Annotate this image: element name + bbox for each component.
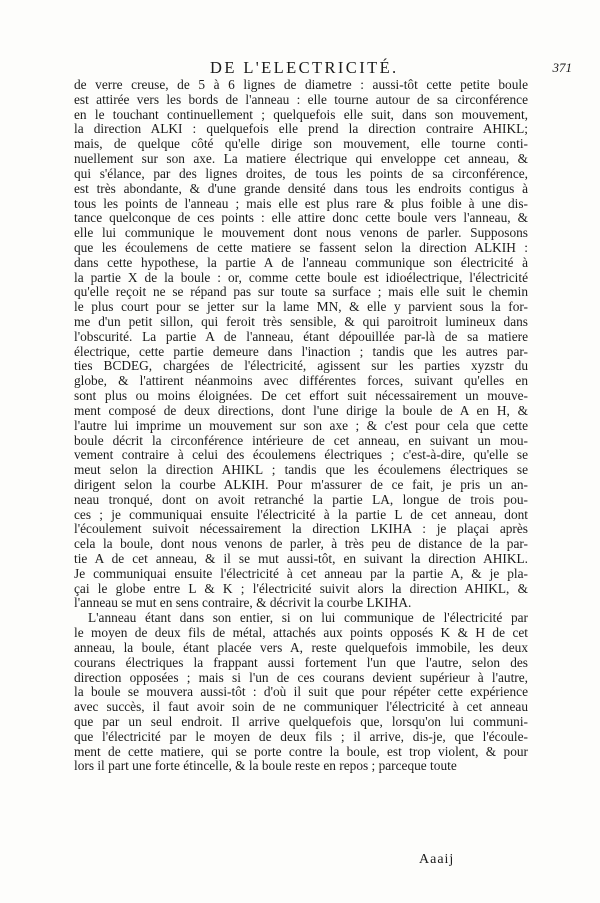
text-line: en le touchant continuellement ; quelquefois elle suit, dans son mouvement, xyxy=(74,107,528,122)
text-line: que les écoulemens de cette matiere se fassent selon la direction ALKIH : xyxy=(74,240,528,255)
text-line: Je communiquai ensuite l'électricité à cet anneau par la partie A, & je pla- xyxy=(74,566,528,581)
running-title: DE L'ELECTRICITÉ. xyxy=(210,58,399,77)
text-line: l'autre lui imprime un mouvement sur son axe ; & c'est pour cela que cette xyxy=(74,418,528,433)
text-line: ces ; je communiquai ensuite l'électricité à la partie L de cet anneau, dont xyxy=(74,507,528,522)
text-line: ment de cette matiere, qui se porte contre la boule, est trop violent, & pour xyxy=(74,744,528,759)
text-line: L'anneau étant dans son entier, si on lui communique de l'électricité par xyxy=(88,611,528,626)
text-line: le moyen de deux fils de métal, attachés aux points opposés K & H de cet xyxy=(74,626,528,641)
text-line: de verre creuse, de 5 à 6 lignes de diametre : aussi-tôt cette petite boule xyxy=(74,78,528,92)
text-line: vement contraire à celui des écoulemens électriques ; c'est-à-dire, qu'elle se xyxy=(74,448,528,463)
text-line: me d'un petit sillon, qui feroit très sensible, & qui paroitroit lumineux dans xyxy=(74,315,528,329)
text-line: que par un seul endroit. Il arrive quelquefois que, lorsqu'on lui communi- xyxy=(74,714,528,729)
text-line: l'écoulement suivoit nécessairement la direction LKIHA : je plaçai après xyxy=(74,522,528,537)
running-head xyxy=(60,58,580,80)
text-line: globe, & l'attirent néanmoins avec différentes forces, suivant qu'elles en xyxy=(74,374,528,389)
text-line: courans électriques la frappant aussi fortement l'un que l'autre, selon des xyxy=(74,655,528,670)
text-line: qui s'élance, par des lignes droites, de tous les points de sa circonférence, xyxy=(74,166,528,181)
text-line: la partie X de la boule : or, comme cette boule est idioélectrique, l'électricité xyxy=(74,270,528,285)
text-line: direction opposées ; mais si l'un de ces courans devient supérieur à l'autre, xyxy=(74,670,528,685)
text-line: ment composé de deux directions, dont l'une dirige la boule de A en H, & xyxy=(74,403,528,418)
text-line: neau tronqué, dont on avoit retranché la partie LA, longue de trois pou- xyxy=(74,492,528,507)
text-line: boule décrit la circonférence intérieure de cet anneau, en suivant un mou- xyxy=(74,433,528,448)
body-text xyxy=(74,78,528,774)
text-line: sont plus ou moins éloignées. De cet effort suit nécessairement un mouve- xyxy=(74,389,528,404)
text-line: l'obscurité. La partie A de l'anneau, étant dépouillée par-là de sa matiere xyxy=(74,329,528,344)
text-line: le plus court pour se jetter sur la lame MN, & elle y parvient sous la for- xyxy=(74,300,528,315)
text-line: la direction ALKI : quelquefois elle prend la direction contraire AHIKL; xyxy=(74,122,528,137)
text-line: mais, de quelque côté qu'elle dirige son mouvement, elle tourne conti- xyxy=(74,137,528,152)
text-line: est très abondante, & d'une grande densité dans tous les endroits contigus à xyxy=(74,181,528,196)
text-line: ties BCDEG, chargées de l'électricité, agissent sur les parties xyzstr du xyxy=(74,359,528,374)
text-line: nuellement sur son axe. La matiere électrique qui enveloppe cet anneau, & xyxy=(74,152,528,167)
text-line: qu'elle reçoit ne se répand pas sur toute sa surface ; mais elle suit le chemin xyxy=(74,285,528,300)
text-line: meut selon la direction AHIKL ; tandis que les écoulemens électriques se xyxy=(74,463,528,478)
text-line: tance quelconque de ces points : elle attire donc cette boule vers l'anneau, & xyxy=(74,211,528,226)
text-line: dans cette hypothese, la partie A de l'anneau communique son électricité à xyxy=(74,255,528,270)
text-line: cela la boule, dont nous venons de parler, à très peu de distance de la par- xyxy=(74,537,528,552)
text-line: électrique, cette partie demeure dans l'inaction ; tandis que les autres par- xyxy=(74,344,528,359)
text-line: anneau, la boule, étant placée vers A, reste quelquefois immobile, les deux xyxy=(74,640,528,655)
text-line: çai le globe entre L & K ; l'électricité suivit alors la direction AHIKL, & xyxy=(74,581,528,596)
text-line: elle lui communique le mouvement dont nous venons de parler. Supposons xyxy=(74,226,528,241)
text-line: avec succès, il faut avoir soin de ne communiquer l'électricité à cet anneau xyxy=(74,700,528,715)
text-line: que l'électricité par le moyen de deux fils ; il arrive, dis-je, que l'écoule- xyxy=(74,729,528,744)
text-line: tie A de cet anneau, & il se mut aussi-tôt, en suivant la direction AHIKL. xyxy=(74,552,528,566)
text-line: lors il part une forte étincelle, & la boule reste en repos ; parceque toute xyxy=(74,759,457,774)
text-line: est attirée vers les bords de l'anneau : elle tourne autour de sa circonférence xyxy=(74,92,528,107)
printer-signature: Aaaij xyxy=(419,852,455,867)
text-line: la boule se mouvera aussi-tôt : d'où il suit que pour répéter cette expérience xyxy=(74,685,528,700)
text-line: dirigent selon la courbe ALKIH. Pour m'assurer de ce fait, je pris un an- xyxy=(74,477,528,492)
page-number: 371 xyxy=(552,60,572,75)
text-line: l'anneau se mut en sens contraire, & décrivit la courbe LKIHA. xyxy=(74,596,412,611)
text-line: tous les points de l'anneau ; mais elle est plus rare & plus foible à une dis- xyxy=(74,196,528,211)
